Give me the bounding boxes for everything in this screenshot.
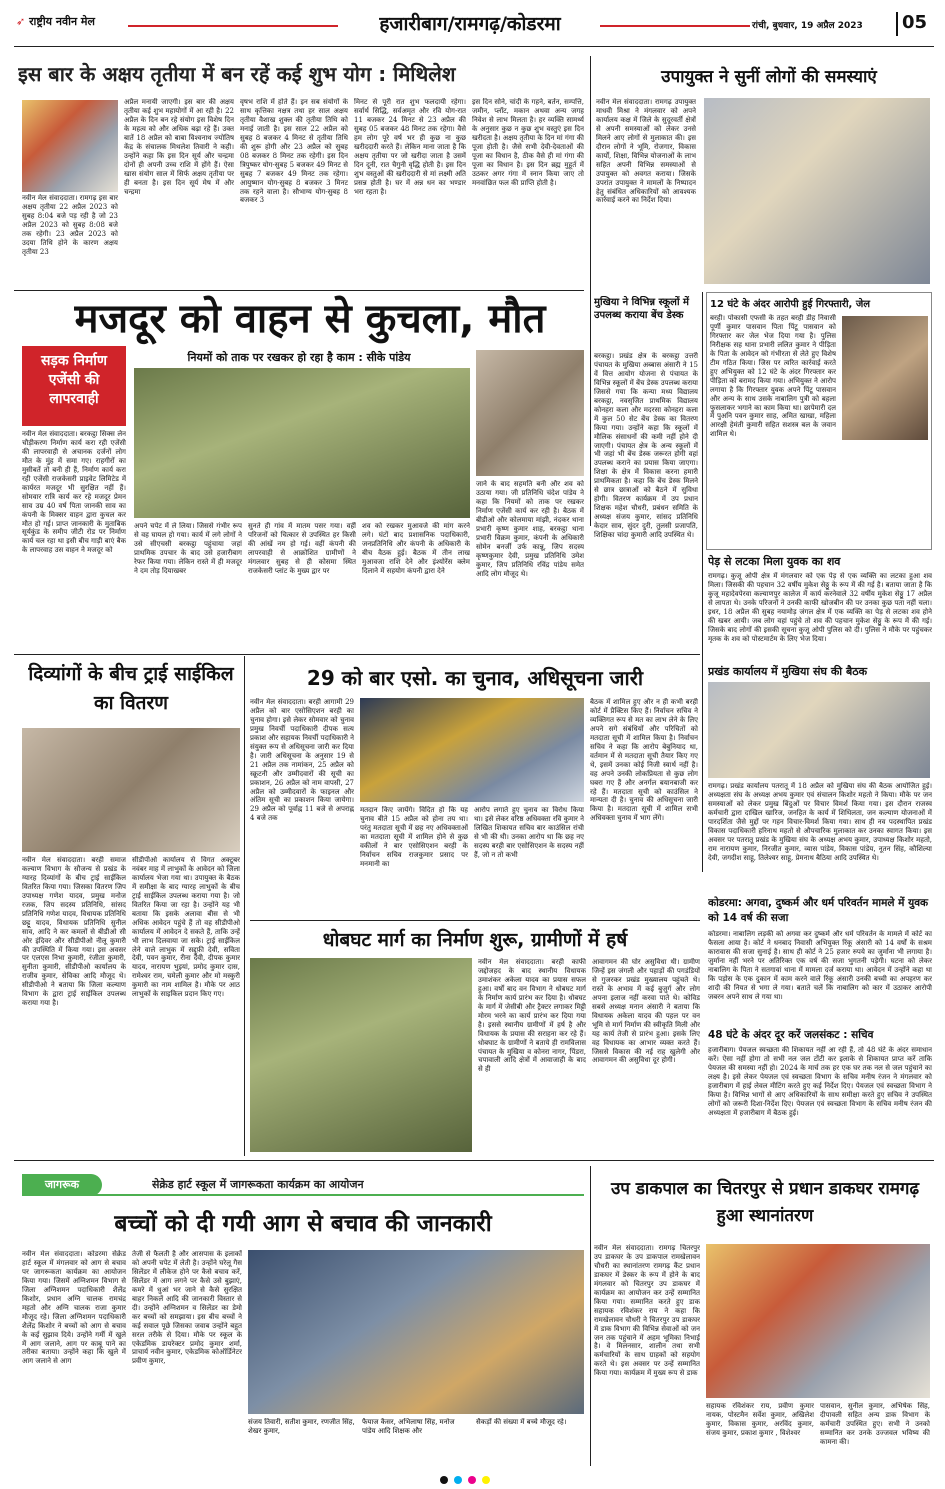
col-divider-left [244,656,245,1156]
story7-text: रामगढ़। प्रखंड कार्यालय पतरातू में 18 अप्रैल को मुखिया संघ की बैठक आयोजित हुई। अध्यक्षता संघ के अध्यक्ष अभय कुमार एवं संचालन किशोर महतो ने किया। मौके पर जन समस्याओं को लेकर प्रमुख बिंदुओं पर विचार विमर्श किया गया। इस दौरान राजस्व कर्मचारी द्वारा दाखिल खारिज, जनहित के कार्य में शिथिलता, जन कल्याण योजनाओं में पारदर्शिता जैसे मुद्दों पर गहन विचार-विमर्श किया गया। साथ ही नव पदस्थापित प्रखंड विकास पदाधिकारी हरिनाथ महतो से औपचारिक मुलाकात कर उनका स्वागत किया। इस अवसर पर पतरातू प्रखंड के मुखिया संघ के अध्यक्ष अभय कुमार, उपाध्यक्ष किशोर महतो, राम नारायण कुमार, निरजीत कुमार, व्यास पांडेय, विकास पांडेय, नूतन सिंह, कौशिल्या देवी, जगदीश साहू, तिलेश्वर साहू, प्रेमनाथ बैठिया आदि उपस्थित थे। [708,782,932,862]
story1-col5: इस दिन सोने, चांदी के गहने, बर्तन, सम्पत्ति, जमीन, प्लॉट, मकान अथवा अन्य जगह निवेश से लाभ मिलता है। हर व्यक्ति सामर्थ्य के अनुसार कुछ न कुछ शुभ वस्तुएं इस दिन खरीदता है। अक्षय तृतीया के दिन मां गंगा की पूजा होती है। जैसे सभी देवी-देवताओं की पूजा का विधान है, ठीक वैसे ही मां गंगा की पूजा का विधान है। इस दिन ब्रह्म मुहूर्त में उठकर अगर गंगा में स्नान किया जाए तो मनवांछित फल की प्राप्ति होती है। [472,98,584,187]
masthead-rule-right [600,25,750,27]
footer-color-marks [0,1472,945,1489]
story11-col3: आरोप लगाते हुए चुनाव का विरोध किया था। इसे लेकर वरिष्ठ अधिवक्ता रवि कुमार ने लिखित शिकायत सचिव बार काउंसिल रांची से भी की थी। उनका आरोप था कि छह नए सदस्य बरही बार एसोसिएशन के सदस्य नहीं हैं, जो न तो कभी [474,806,584,859]
headline-water: 48 घंटे के अंदर दूर करें जलसंकट : सचिव [708,1029,874,1041]
story5-text: बरही। पोकासी एफसी के तहत बरही डीह निवासी पूर्णी कुमार पासवान पिता पिंटू पासवान को गिरफ्तार कर जेल भेज दिया गया है। पुलिस निरीक्षक सह थाना प्रभारी ललित कुमार ने पीड़िता के पिता के आवेदन को गंभीरता से लेते हुए विशेष टीम गठित किया। जिस पर त्वरित कार्रवाई करते हुए अभियुक्त को 12 घंटे के अंदर गिरफ्तार कर पीड़िता को बरामद किया गया। अभियुक्त ने आरोप लगाया है कि गिरफ्तार युवक अपने पिंटू पासवान और अन्य के साथ उसके नाबालिग पुत्री को बहला फुसलाकर भगाने का काम किया था। छापेमारी दल में पुअनि पवन कुमार साह, अमित खाखा, महिला आरक्षी हेमंती कुमारी सहित सशस्त्र बल के जवान शामिल थे। [710,314,836,439]
color-mark-black [440,1476,448,1484]
headline-laborer: मजदूर को वाहन से कुचला, मौत [74,296,546,342]
col-divider-right [702,292,703,872]
story10-col1: नवीन मेल संवाददाता। बरही समाज कल्याण विभाग के सौजन्य से प्रखंड के ग्यारह दिव्यांगों के बीच ट्राई साईकिल वितरित किया गया। जिसका वितरण जिप उपाध्यक्ष गणेश यादव, प्रमुख मनोज रजक, जिप सदस्य प्रतिनिधि, सांसद प्रतिनिधि गणेश यादव, विधायक प्रतिनिधि छट्टू यादव, विधायक प्रतिनिधि सुनील साव, आदि ने कर कमलों से बीडीओ सी ओर इंदिवर और सीडीपीओ नीलू कुमारी की उपस्थिति में किया गया। इस अवसर पर एलएस निभा कुमारी, रंजीता कुमारी, सुनीता कुमारी, सीडीपीओ कार्यालय के राजीव कुमार, सेविका आदि मौजूद थे। सीडीपीओ ने बताया कि जिला कल्याण विभाग के द्वारा ट्राई साईकिल उपलब्ध कराया गया है। [22,856,126,1008]
story1-col4: मिनट से पूरी रात शुभ फलदायी रहेगा। सर्वार्थ सिद्धि, सर्वअमृत और रवि योग-रात 11 बजकर 24 मिनट से 23 अप्रैल की सुबह 05 बजकर 48 मिनट तक रहेगा। वैसे हम लोग पूरे वर्ष भर ही कुछ ना कुछ खरीददारी करते हैं। लेकिन माना जाता है कि अक्षय तृतीया पर जो खरीदा जाता है उसमें दिन दूनी, रात चैगुनी वृद्धि होती है। इस दिन शुभ वस्तुओं की खरीददारी से मां लक्ष्मी अति प्रसन्न होती है। घर में अन्न धन का भण्डार भरा रहता है। [354,98,466,196]
page-number: 05 [896,12,932,36]
headline-road: धोबघट मार्ग का निर्माण शुरू, ग्रामीणों में हर्ष [322,929,628,951]
logo [16,14,126,34]
awareness-banner [22,1174,584,1196]
photo-postmaster [706,1244,930,1398]
photo-protest [134,368,470,518]
story8-text: कोडरमा। नाबालिग लड़की को अगवा कर दुष्कर्म और धर्म परिवर्तन के मामले में कोर्ट का फैसला आया है। कोर्ट ने धनबाद निवासी अभियुक्त रिंकू अंसारी को 14 वर्षों के सश्रम कारावास की सजा सुनाई है। साथ ही कोर्ट ने 25 हजार रुपये का जुर्माना भी लगाया है। जुर्माना नहीं भरने पर अतिरिक्त एक वर्ष की सजा भुगतनी पड़ेगी। घटना को लेकर नाबालिग के पिता ने सतगावां थाना में मामला दर्ज कराया था। आवेदन में उन्होंने कहा था कि पड़ोस के एक दुकान में काम करने वाले रिंकू अंसारी उनकी बच्ची का अपहरण कर शादी की नियत से भगा ले गया। बताते चलें कि नाबालिग को कार में उठाकर आरोपी जबरन अपने साथ ले गया था। [708,930,932,1001]
col-divider-main [590,56,591,526]
story10-col2: सीडीपीओ कार्यालय से विगत अक्टूबर नवंबर माह में लाभुकों के आवेदन को जिला कार्यालय भेजा गया था। उपायुक्त के बैठक में समीक्षा के बाद ग्यारह लाभुकों के बीच ट्राई साईकिल उपलब्ध कराया गया है। जो वितरित किया जा रहा है। उन्होंने यह भी बताया कि इसके अलावा बीस से भी अधिक आवेदन पहुंचे हैं तो वह सीडीपीओ कार्यालय में आवेदन दे सकते हैं, ताकि उन्हें भी लाभ दिलवाया जा सके। ट्राई साईकिल लेने वाले लाभुक में सद्दुफ़ी देवी, सविता देवी, पवन कुमार, रीना देवी, दीपक कुमार यादव, नारायण भुइयां, प्रमोद कुमार दास, रामेश्वर राम, चमेली कुमार और मो मस्कुरी कुमारी का नाम शामिल है। मौके पर आठ लाभुकों के साइकिल प्रदान किए गए। [132,856,240,999]
dateline: रांची, बुधवार, 19 अप्रैल 2023 [752,21,863,31]
story13-col2: तेजी से फैलती है और आसपास के इलाकों को अपनी चपेट में लेती है। उन्होंने घरेलू गैस सिलेंडर में लीकेज होने पर कैसे बचाव करें, सिलेंडर में आग लगने पर कैसे उसे बुझाएं, कमरे में धुआं भर जाने से कैसे सुरक्षित बाहर निकलें आदि की जानकारी विस्तार से दी। उन्होंने अग्निशमन व सिलेंडर का डेमो कर बच्चों को समझाया। इस बीच बच्चों ने कई सवाल पूछे जिसका जवाब उन्होंने बहुत सरल तरीके से दिया। मौके पर स्कूल के एकेडमिक डायरेक्टर प्रमोद कुमार शर्मा, प्राचार्य नवीन कुमार, एकेडमिक कोऑर्डिनेटर प्रवीण कुमार, [132,1250,242,1366]
masthead-bottom-rule [14,46,934,47]
photo-dc-office [704,98,930,284]
masthead [0,0,945,46]
photo-meeting [708,682,930,778]
headline-arrest: 12 घंटे के अंदर आरोपी हुई गिरफ्तारी, जेल [710,299,871,310]
story6-text: रामगढ़। कुजू ओपी क्षेत्र में मंगलवार को एक पेड़ से एक व्यक्ति का लटका हुआ शव मिला। जिसकी की पहचान 32 वर्षीय मुकेश सेठ्ठू के रूप में की गई है। बताया जाता है कि कुजू महादेवपेरवा कल्याणपुर कालेज में कार्य करनेवाले 32 वर्षीय मुकेश सेठ्ठू 17 अप्रैल से लापता थे। उनके परिजनों ने उनकी काफी खोजबीन की पर उनका कुछ पता नहीं चला। इधर, 18 अप्रैल की सुबह नयामोड़ जंगल क्षेत्र में एक व्यक्ति का पेड़ से लटका शव होने की खबर आयी। जब लोग वहां पहुंचे तो शव की पहचान मुकेश सेठ्ठू के रूप में की गई। जिसके बाद लोगों की इसकी सूचना कुजू ओपी पुलिस को दी। पुलिस ने मौके पर पहुंचकर मृतक के शव को पोस्टमार्टम के लिए भेज दिया। [708,572,932,643]
story1-col1: नवीन मेल संवाददाता। रामगढ़ इस बार अक्षय तृतीया 22 अप्रैल 2023 को सुबह 8:04 बजे पड़ रही है जो 23 अप्रैल 2023 को सुबह 8:08 बजे तक रहेगी। 23 अप्रैल 2023 को उदया तिथि होने के कारण अक्षय तृतीया 23 [22,194,118,256]
story3-col2: अपने चपेट में ले लिया। जिससे गंभीर रूप से वह घायल हो गया। कार्य में लगे लोगों ने उसे सीएचसी बरकट्ठा पहुंचाया जहां प्राथमिक उपचार के बाद उसे हजारीबाग रेफर किया गया। लेकिन रास्ते में ही मजदूर ने दम तोड़ दियाखबर [134,522,242,575]
photo-mithilesh [22,100,118,192]
headline-fire: बच्चों को दी गयी आग से बचाव की जानकारी [114,1211,492,1237]
color-mark-magenta [468,1476,476,1484]
story14-col3: पासवान, सुनील कुमार, अभिषेक सिंह, दीपावली सहित अन्य डाक विभाग के कर्मचारी उपस्थित हुए। सभी ने उनको सम्मानित कर उनके उज्जवल भविष्य की कामना की। [820,1402,930,1446]
story13-caption2: फैयाज कैसर, अभिलाषा सिंह, मनोज पांडेय आदि शिक्षक और [362,1418,455,1435]
story1-col3: वृषभ राशि में होते हैं। इन सब संयोगों के साथ कृत्तिका नक्षत्र तथा हर साल अक्षय तृतीया वैशाख शुक्ल की तृतीया तिथि को मनाई जाती है। इस साल 22 अप्रैल को सुबह 8 बजकर 4 मिनट से तृतीया तिथि की शुरू होगी और 23 अप्रैल को सुबह 08 बजकर 8 मिनट तक रहेगी। इस दिन त्रिपुष्कर योग-सुबह 5 बजकर 49 मिनट से सुबह 7 बजकर 49 मिनट तक रहेगा। आयुष्मान योग-सुबह 8 बजकर 3 मिनट तक रहने वाला है। सौभाग्य योग-सुबह 8 बजकर 3 [240,98,348,205]
photo-tricycle [22,728,240,852]
story3-col1: नवीन मेल संवाददाता। बरकट्ठा सिक्स लेन चौड़ीकरण निर्माण कार्य करा रही एजेंसी की लापरवाही से अचानक दर्जनों लोग मौत के मुंह में समा गए। राहगीरों का मुसीबतें तो बनी ही हैं, निर्माण कार्य करा रही एजेंसी राजकेसरी प्राइवेट लिमिटेड में कार्यरत मजदूर भी सुरक्षित नहीं हैं। सोमवार रात्रि कार्य कर रहे मजदूर प्रेमन साव उम्र 40 वर्ष पिता जानकी साव का कंपनी के मिक्सर वाहन द्वारा कुचल कर मौत हो गई। प्राप्त जानकारी के मुताबिक सूर्यकुंड के समीप जीटी रोड पर निर्माण कार्य चल रहा था इसी बीच गाड़ी बाएं बैक के लापरवाह उस वाहन ने मजदूर को [22,430,126,555]
headline-dc: उपायुक्त ने सुनीं लोगों की समस्याएं [661,67,877,87]
story3-col3: सुनते ही गांव में मातम पसर गया। वहीं परिजनों को चित्कार से उपस्थित हर किसी की आंखें नम हो गई। वहीं कंपनी की लापरवाही से आक्रोशित ग्रामीणों ने मंगलवार सुबह से ही कोसमा स्थित राजकेसरी प्लांट के मुख्य द्वार पर [248,522,356,575]
story3-col4: शव को रखकर मुआवजे की मांग करने लगे। घंटों बाद प्रशासनिक पदाधिकारी, जनप्रतिनिधि और कंपनी के अधिकारी के बीच वैठक हुई। बैठक में तीन लाख मुआवजा राशि देने और इंश्योरेंस क्लेम दिलाने में सहयोग कंपनी द्वारा देने [362,522,470,575]
logo-text: राष्ट्रीय नवीन मेल [29,15,95,28]
story3-col5: जाने के बाद सहमति बनी और शव को उठाया गया। जी प्रतिनिधि चंदेश पांडेय ने कहा कि नियमों को ताक पर रखकर निर्माण एजेंसी कार्य कर रही है। बैठक में बीडीओ और कोलमाया मांझी, नंदकर थाना प्रभारी कृष्ण कुमार शाह, बरकट्ठा थाना प्रभारी विक्रम कुमार, कंपनी के अधिकारी सोमेन बनर्जी उर्फ कान्नू, जिप सदस्य कृष्णकुमार देवी, प्रमुख प्रतिनिधि उमेश कुमार, जिप प्रतिनिधि रविंद्र पांडेय समेत आदि लोग मौजूद थे। [476,480,584,578]
subhead-pandey: नियमों को ताक पर रखकर हो रहा है काम : सीके पांडेय [187,351,411,364]
story14-col2: सहायक रविशंकर राय, प्रवीण कुमार नायक, पोस्टमैन सर्वेश कुमार, अखिलेश कुमार, विकास कुमार, अरविंद कुमार, संजय कुमार, प्रकाश कुमार , विशेश्वर [706,1402,814,1437]
red-box-agency [22,346,126,426]
headline-sentence: कोडरमा: अगवा, दुष्कर्म और धर्म परिवर्तन मामले में युवक को 14 वर्ष की सजा [708,897,929,924]
headline-akshaya: इस बार के अक्षय तृतीया में बन रहें कई शुभ योग : मिथिलेश [18,62,456,86]
color-mark-cyan [454,1476,462,1484]
section-title: हजारीबाग/रामगढ़/कोडरमा [379,13,561,35]
headline-postmaster: उप डाकपाल का चितरपुर से प्रधान डाकघर रामगढ़ हुआ स्थानांतरण [610,1179,920,1227]
story13-caption1: संजय तिवारी, सतीश कुमार, रणजीत सिंह, शेखर कुमार, [248,1418,355,1435]
story11-col1: नवीन मेल संवाददाता। बरही आगामी 29 अप्रैल को बार एसोसिएशन बरही का चुनाव होगा। इसे लेकर सोमवार को चुनाव प्रमुख निवर्ची पदाधिकारी दीपक सत्य प्रकाश और सहायक निवर्ची पदाधिकारी ने संयुक्त रूप से अधिसूचना जारी कर दिया है। जारी अधिसूचना के अनुसार 19 से 21 अप्रैल तक नामांकन, 25 अप्रैल को स्क्रूटनी और उम्मीदवारों की सूची का प्रकाशन, 26 अप्रैल को नाम वापसी, 27 अप्रैल को उम्मीदवारों के फाइनल और अंतिम सूची का प्रकाशन किया जायेगा। 29 अप्रैल को पूर्वाह्न 11 बजे से अपराह्न 4 बजे तक [250,698,354,823]
headline-meeting: प्रखंड कार्यालय में मुखिया संघ की बैठक [708,665,868,678]
story13-caption3: सैकड़ों की संख्या में बच्चे मौजूद रहे। [476,1418,567,1426]
banner-title: सेक्रेड हार्ट स्कूल में जागरूकता कार्यक्रम का आयोजन [152,1178,364,1191]
headline-body: पेड़ से लटका मिला युवक का शव [708,555,841,568]
story4-text: बरकट्ठा। प्रखंड क्षेत्र के बरकट्ठा उत्तरी पंचायत के मुखिया अब्बास अंसारी ने 15 वें वित्त आयोग योजना से पंचायत के विभिन्न स्कूलों में बेंच डेस्क उपलब्ध कराया जिससे गया कि कन्या मध्य विद्यालय बरकट्ठा, नवसृजित प्राथमिक विद्यालय कोनहरा कला और मदरसा कोनहरा कला में कुल 50 सेट बेंच डेस्क का वितरण किया गया। उन्होंने कहा कि स्कूलों में मौलिक संसाधनों की कमी नहीं होने दी जाएगी। पंचायत क्षेत्र के अन्य स्कूलों में भी जहां भी बेंच डेस्क जरूरत होगी वहां उपलब्ध कराने का प्रयास किया जाएगा। शिक्षा के क्षेत्र में विकास करना हमारी प्राथमिकता है। कहा कि बेंच डेस्क मिलने से छात्र छात्राओं को बैठने में सुविधा होगी। वितरण कार्यक्रम में उप प्रधान शिक्षक महेश चौधरी, प्रबंधन समिति के अध्यक्ष संजय कुमार, सांसद प्रतिनिधि केदार साव, सुंदर दुरी, तुलसी प्रजापति, शिक्षिका चांदा कुमारी आदि उपस्थित थे। [594,352,698,540]
story14-col1: नवीन मेल संवाददाता। रामगढ़ चितरपुर उप डाकघर के उप डाकपाल रामखेलावन चौधरी का स्थानांतरण रामगढ़ कैंट प्रधान डाकघर में डेस्कर के रूप में होने के बाद मंगलवार को चितरपुर उप डाकघर में कार्यक्रम का आयोजन कर उन्हें सम्मानित किया गया। सम्मानित करते हुए डाक सहायक रविशंकर राय ने कहा कि रामखेलावन चौधरी ने चितरपुर उप डाकघर में डाक विभाग की विभिन्न सेवाओं को जन जन तक पहुंचाने में अहम भूमिका निभाई है। वे मिलनसार, शालीन तथा सभी कर्मचारियों के साथ ग्राहकों को सहयोग करते थे। इस अवसर पर उन्हें सम्मानित किया गया। कार्यक्रम में मुख्य रूप से डाक [594,1244,700,1378]
headline-bench: मुखिया ने विभिन्न स्कूलों में उपलब्ध कराया बेंच डेस्क [594,297,690,321]
headline-bar: 29 को बार एसो. का चुनाव, अधिसूचना जारी [306,666,644,690]
story11-col4: बैठक में शामिल हुए और न ही कभी बरही कोर्ट में प्रैक्टिस किए हैं। निर्वाचन सचिव ने व्यक्तिगत रूप से मत का लाभ लेने के लिए अपने सगे संबंधियों और परिचितों को मतदाता सूची में शामिल किया है। निर्वाचन सचिव ने कहा कि आरोप बेबुनियाद था, वर्तमान में से मतदाता सूची तैयार किए गए थे, इसमें उनका कोई निजी स्वार्थ नहीं है। वह अपने उनकी लोकप्रियता से कुछ लोग घबरा गए हैं और अनर्गल बयानबाजी कर रहे हैं। मतदाता सूची को काउंसिल ने मान्यता दी है। चुनाव की अधिसूचना जारी किया है। मतदाता सूची में शामिल सभी अधिवक्ता चुनाव में भाग लेंगे। [590,698,698,823]
story12-col2: आवागमन की घोर असुविधा थी। ग्रामीण जिन्हें इस जंगली और पहाड़ों की पगडंडियों से गुजरकर प्रखंड मुख्यालय पहुंचते थे। रास्ते के अभाव में कई बुजुर्ग और लोग अपना इलाज नहीं करवा पाते थे। कोविड सबसे अध्यक्ष मनान अंसारी ने बताया कि विधायक अकेला यादव की पहल पर वन भूमि से मार्ग निर्माण की स्वीकृति मिली और यह कार्य तेजी से प्रारंभ हुआ। इसके लिए वह विधायक का आभार व्यक्त करते हैं। जिससे विकास की नई राह खुलेगी और आवागमन की असुविधा दूर होगी। [592,958,700,1065]
red-box-text: सड़क निर्माण एजेंसी की लापरवाही [40,353,108,407]
story9-text: हजारीबाग। पेयजल स्वच्छता की शिकायत नहीं आ रही हैं, तो 48 घंटे के अंदर समाधान करें। ऐसा नहीं होगा तो सभी नल जल टोंटी कर इलाके से शिकायत प्राप्त करें ताकि पेयजल की समस्या नहीं हो। 2024 के मार्च तक हर एक घर तक नल से जल पहुंचाने का लक्ष्य है। इसे लेकर पेयजल एवं स्वच्छता विभाग के सचिव मनीष रंजन ने मंगलवार को हजारीबाग में हाई लेवल मीटिंग करते हुए कई निर्देश दिए। पेयजल एवं स्वच्छता विभाग ने किया है। विभिन्न भागों से आए अधिकारियों के साथ समीक्षा करते हुए सचिव ने उपस्थित लोगों को जरूरी दिशा-निर्देश दिए। पेयजल एवं स्वच्छता विभाग के सचिव मनीष रंजन की अध्यक्षता में हजारीबाग में बैठक हुई। [708,1046,932,1117]
story12-col1: नवीन मेल संवाददाता। बरही काफी जद्दोजहद के बाद स्थानीय विधायक उमाशंकर अकेला यादव का प्रयास सफल हुआ। वर्षों बाद वन विभाग ने धोबघट मार्ग के निर्माण कार्य प्रारंभ कर दिया है। धोबघट के मार्ग में जेसीबी और ट्रैक्टर लगाकर मिट्टी मोरम भरने का कार्य प्रारंभ कर दिया गया है। इससे स्थानीय ग्रामीणों में हर्ष है और विधायक के प्रयास की सराहना कर रहे हैं। धोबघाट के ग्रामीणों ने बताये ही रामविलास पंचायत के मुखिया व कोनरा नागर, पिंडरा, चपावाली आदि क्षेत्रों में आवाजाही के बाद से ही [478,958,586,1074]
photo-deceased [476,350,584,476]
h-rule-1 [14,290,584,291]
color-mark-yellow [482,1476,490,1484]
story1-col2: अप्रैल मनायी जाएगी। इस बार की अक्षय तृतीया कई शुभ महायोगों में आ रही है। 22 अप्रैल के दिन बन रहे संयोग इस विशेष दिन के महत्व को और अधिक बढ़ा रहे हैं। उक्त बातें 18 अप्रैल को बाबा विश्वनाथ ज्योतिष केंद्र के संचालक मिथलेश तिवारी ने कही। उन्होंने कहा कि इस दिन सूर्य और चन्द्रमा दोनों ही अपनी उच्च राशि में होंगे हैं। ऐसा खास संयोग साल में सिर्फ अक्षय तृतीया पर ही बनता है। इस दिन सूर्य मेष में और चन्द्रमा [124,98,234,196]
photo-fire-drill [248,1250,584,1414]
h-rule-2 [14,654,700,655]
col-divider-bottom [590,1166,591,1466]
h-rule-4 [14,1160,934,1161]
photo-road [250,958,472,1152]
story11-col2: मतदान किए जायेंगे। विदित हो कि यह चुनाव बीते 15 अप्रैल को होना तय था। परंतु मतदाता सूची में छह नए अधिवक्ताओं का मतदाता सूची में शामिल होने से कुछ वकीलों ने बार एसोसिएशन बरही के निर्वाचन सचिव राजकुमार प्रसाद पर मनमानी का [360,806,468,868]
banner-tag: जागरूक [22,1174,102,1196]
photo-bar [360,698,584,802]
bird-icon: ➶ [16,15,26,28]
headline-tricycle: दिव्यांगों के बीच ट्राई साईकिल का वितरण [28,663,234,714]
story2-text: नवीन मेल संवाददाता। रामगढ़ उपायुक्त माधवी मिश्रा ने मंगलवार को अपने कार्यालय कक्ष में जिले के सुदूरवर्ती क्षेत्रों से अपनी समस्याओं को लेकर उनसे मिलने आए लोगों से मुलाकात की। इस दौरान लोगों ने भूमि, रोजगार, विकास कार्यों, शिक्षा, विभिन्न योजनाओं के लाभ सहित अपनी विभिन्न समस्याओं से उपायुक्त को अवगत कराया। जिसके उपरांत उपायुक्त ने मामलों के निष्पादन हेतु संबंधित अधिकारियों को आवश्यक कार्रवाई करने का निर्देश दिया। [596,98,696,205]
h-rule-3 [250,920,700,921]
story13-col1: नवीन मेल संवाददाता। कोडरमा सेक्रेड हार्ट स्कूल में मंगलवार को आग से बचाव पर जागरूकता कार्यक्रम का आयोजन किया गया। जिसमें अग्निशमन विभाग से जिला अग्निशमन पदाधिकारी शैलेंद्र किशोर, प्रधान अग्नि चालक रामचंद्र महतो और अग्नि चालक राजा कुमार मौजूद रहे। जिला अग्निशमन पदाधिकारी शैलेंद्र किशोर ने बच्चों को आग से बचाव के कई सुझाव दिये। उन्होंने गर्मी में खुले में आग जलाने, आग पर काबू पाने का तरीका बताया। उन्होंने कहा कि खुले में आग जलाने से आग [22,1250,126,1366]
masthead-rule-left [128,25,338,27]
photo-accused [842,316,928,440]
